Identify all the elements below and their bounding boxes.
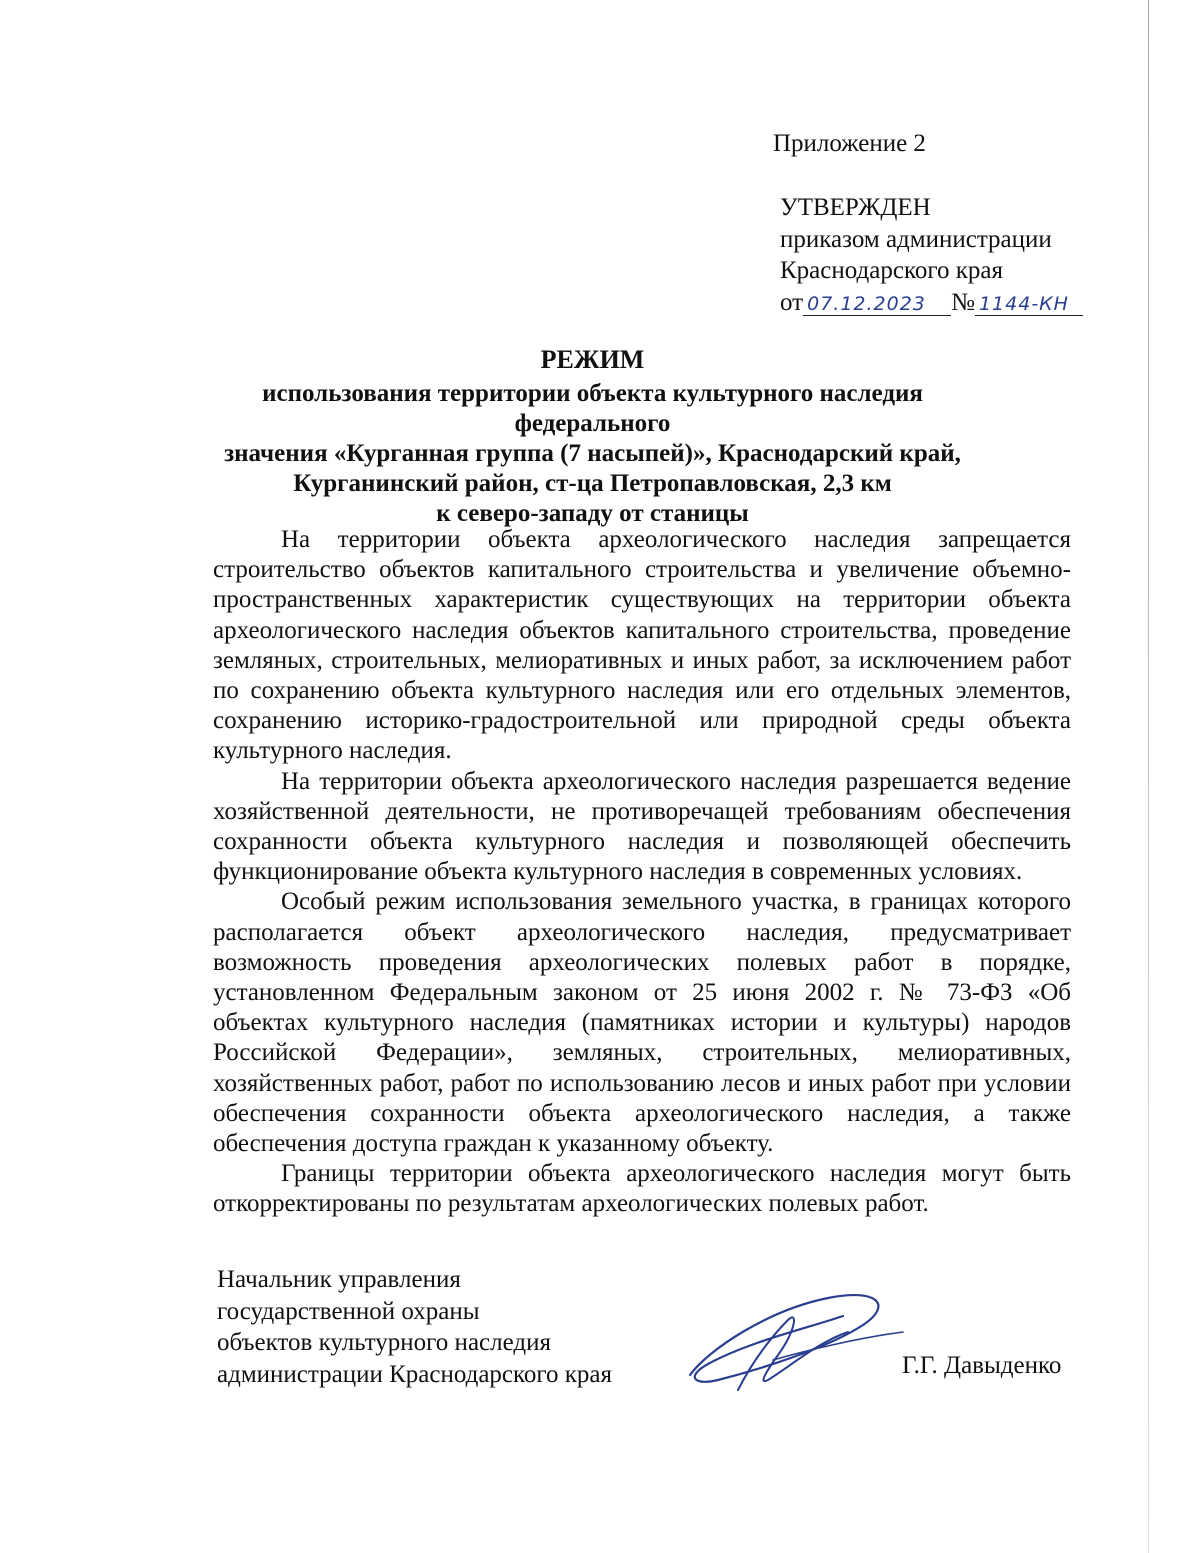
heading-line-3: Курганинский район, ст-ца Петропавловская, 2,3 км (293, 470, 892, 497)
document-body (213, 525, 1071, 1220)
date-prefix: от (780, 288, 804, 316)
number-prefix: № (951, 288, 975, 316)
signatory-name: Г.Г. Давыденко (902, 1352, 1062, 1379)
heading-line-2: значения «Курганная группа (7 насыпей)», Краснодарский край, (224, 440, 961, 467)
appendix-label: Приложение 2 (773, 130, 926, 157)
signatory-position (217, 1264, 612, 1390)
paragraph-boundaries: Границы территории объекта археологического наследия могут быть откорректированы по результатам археологических полевых работ. (213, 1160, 1071, 1218)
approval-date-line (780, 287, 1083, 319)
document-heading (200, 345, 985, 529)
position-line-1: Начальник управления (217, 1266, 461, 1293)
paragraph-special-regime: Особый режим использования земельного участка, в границах которого располагается объект археологического наследия, предусматривает возможность проведения археологических полевых работ в порядке, установленном Федеральным законом от 25 июня 2002 г. № 73-ФЗ «Об объектах культурного наследия (памятниках истории и культуры) народов Российской Федерации», земляных, строительных, мелиоративных, хозяйственных работ, работ по использованию лесов и иных работ при условии обеспечения сохранности объекта археологического наследия, а также обеспечения доступа граждан к указанному объекту. (213, 888, 1071, 1158)
position-line-4: администрации Краснодарского края (217, 1360, 613, 1388)
handwritten-number: 1144-КН (975, 293, 1083, 316)
heading-line-4: к северо-западу от станицы (436, 500, 749, 527)
handwritten-date: 07.12.2023 (803, 293, 951, 316)
paragraph-permissions: На территории объекта археологического наследия разрешается ведение хозяйственной деятельности, не противоречащей требованиям обеспечения сохранности объекта культурного наследия и позволяющей обеспечить функционирование объекта культурного наследия в современных условиях. (213, 767, 1071, 886)
scan-edge-line (1148, 0, 1149, 1553)
heading-line-1: использования территории объекта культурного наследия федерального (262, 380, 923, 437)
position-line-2: государственной охраны (217, 1297, 480, 1325)
approval-block (780, 192, 1083, 318)
approval-line-2: Краснодарского края (780, 257, 1003, 284)
handwritten-signature (678, 1280, 908, 1410)
paragraph-prohibitions: На территории объекта археологического наследия запрещается строительство объектов капитального строительства и увеличение объемно-пространственных характеристик существующих на территории объекта археологического наследия объектов капитального строительства, проведение земляных, строительных, мелиоративных и иных работ, за исключением работ по сохранению объекта культурного наследия или его отдельных элементов, сохранению историко-градостроительной или природной среды объекта культурного наследия. (213, 526, 1071, 765)
approval-line-1: приказом администрации (780, 225, 1052, 253)
heading-title: РЕЖИМ (540, 345, 645, 374)
approval-title: УТВЕРЖДЕН (780, 194, 931, 221)
position-line-3: объектов культурного наследия (217, 1329, 551, 1356)
